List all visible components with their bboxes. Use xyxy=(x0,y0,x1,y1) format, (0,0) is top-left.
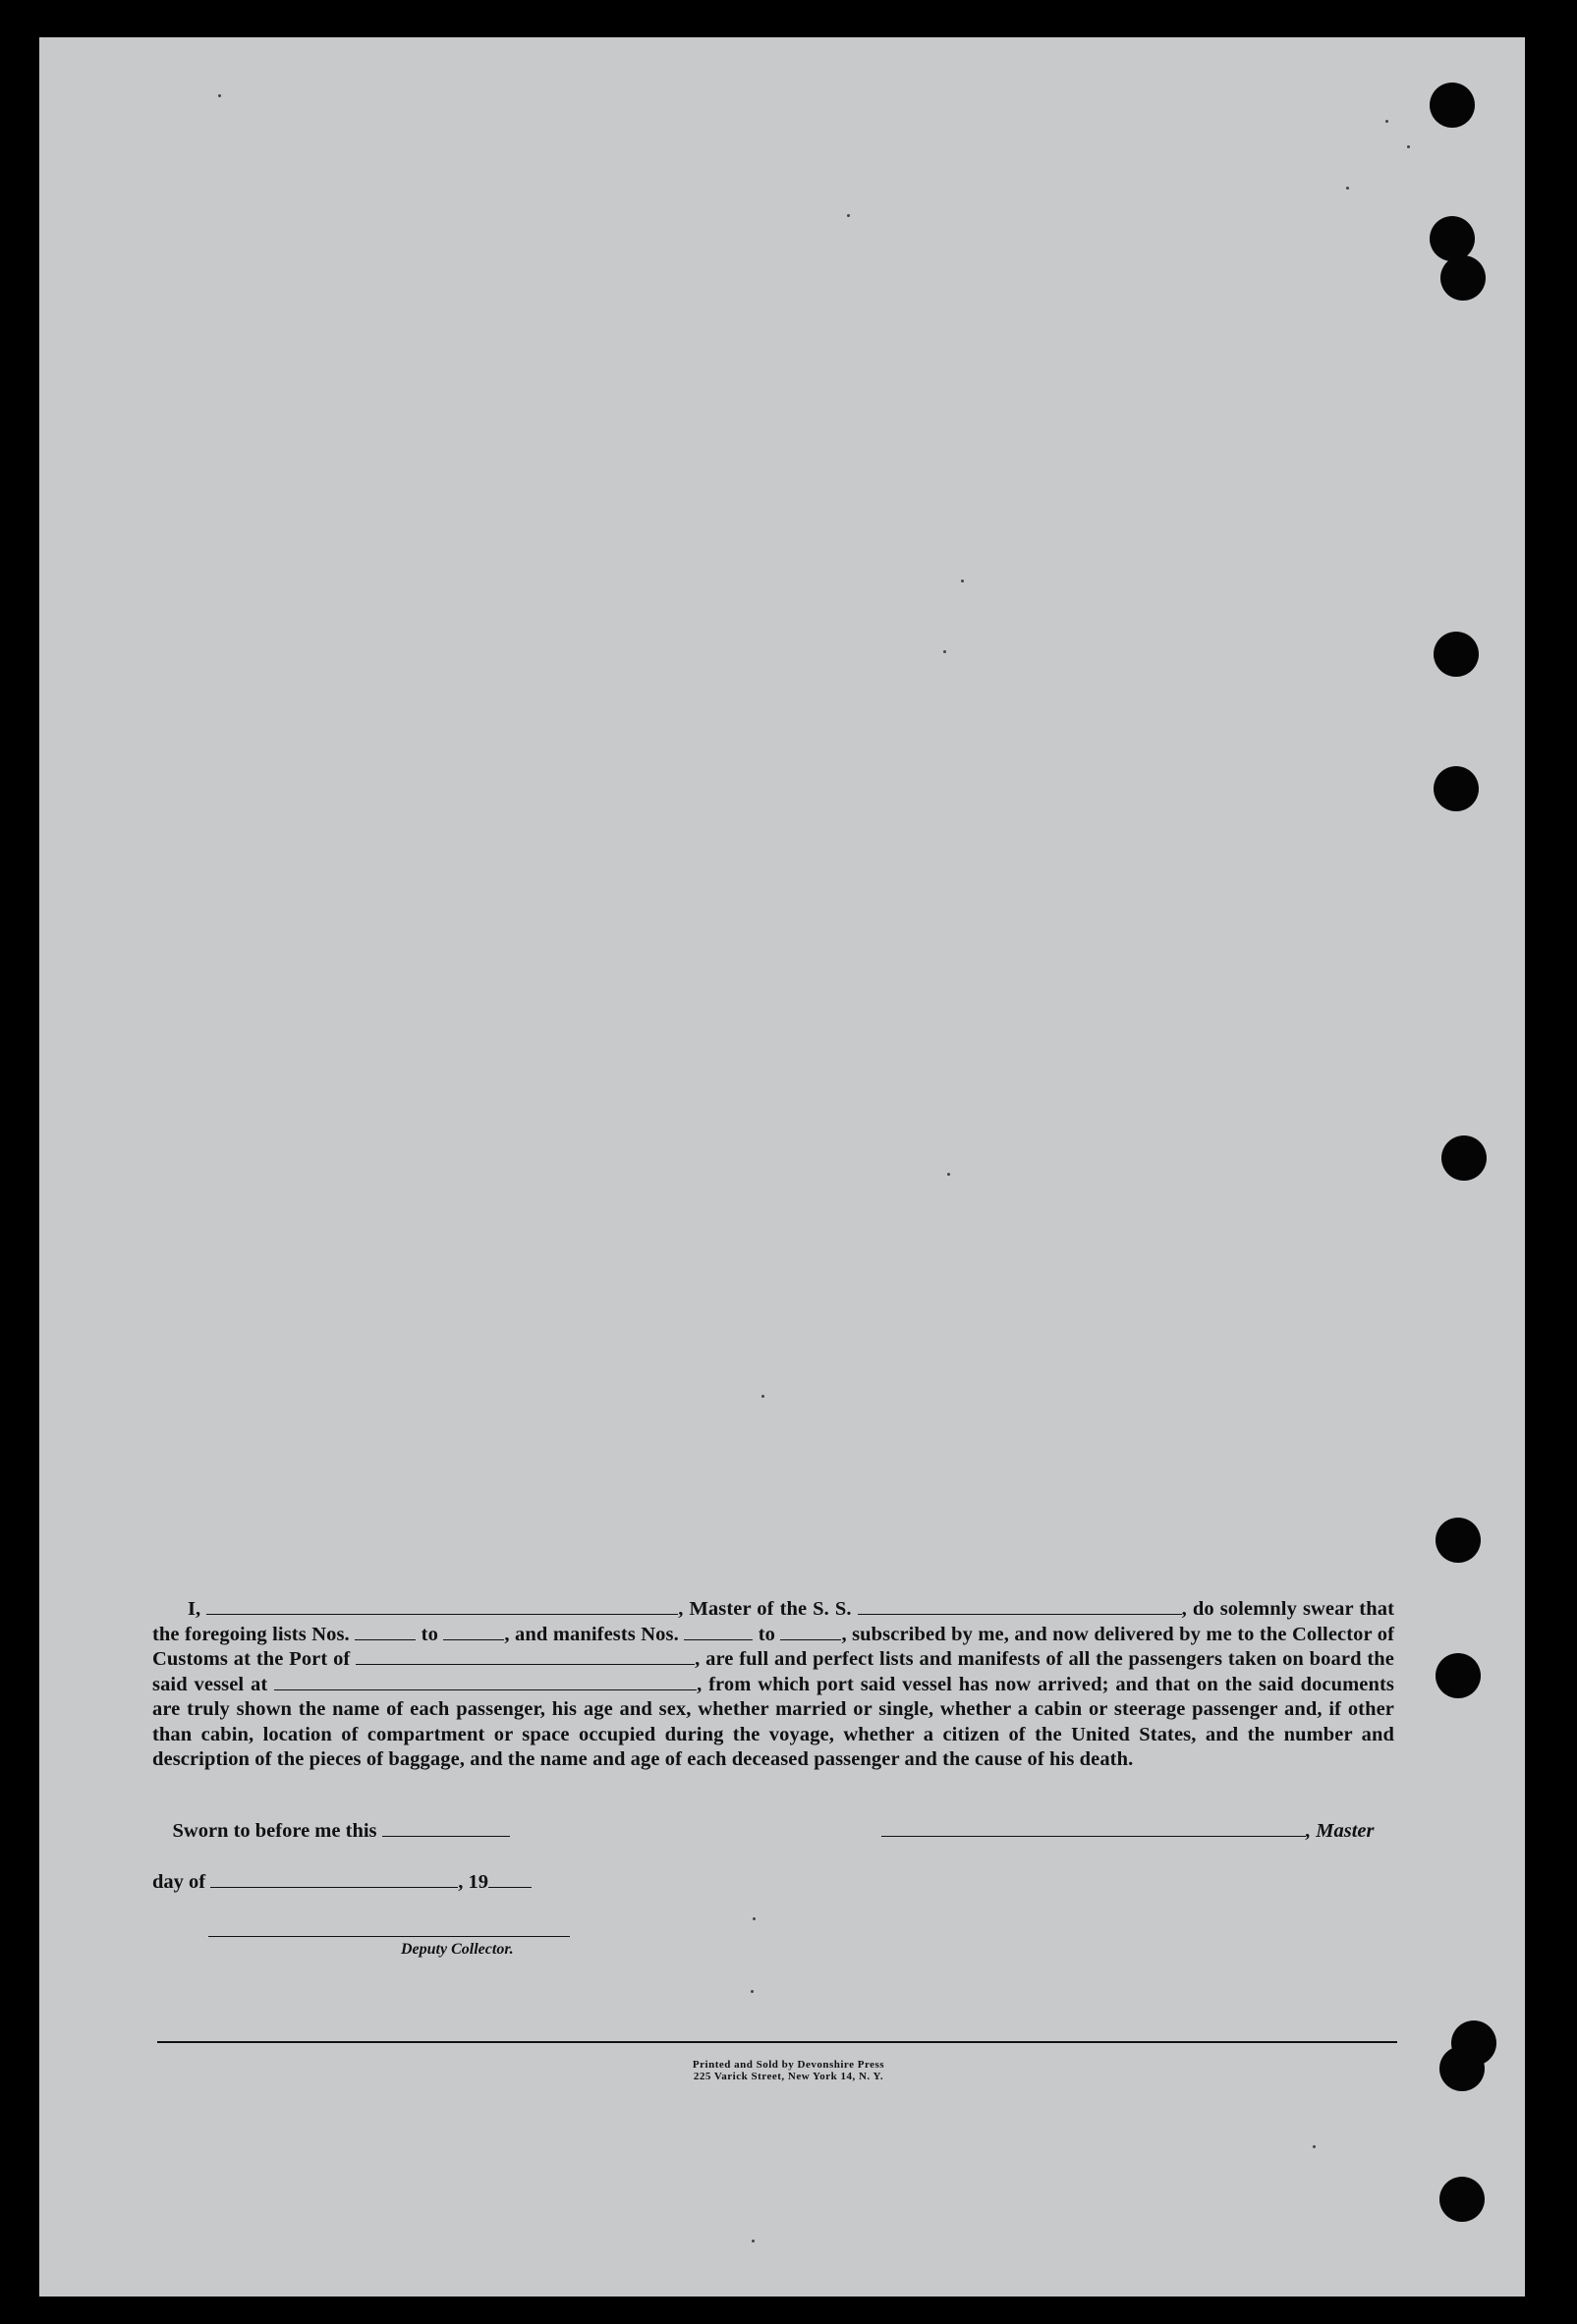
oath-to-1: to xyxy=(421,1623,438,1645)
master-label: , Master xyxy=(1306,1820,1375,1842)
speck xyxy=(961,580,964,582)
punch-hole xyxy=(1434,766,1479,811)
ship-name-blank[interactable] xyxy=(858,1600,1182,1615)
printer-imprint xyxy=(0,2059,1577,2082)
oath-and-manifests: , and manifests Nos. xyxy=(504,1623,679,1645)
punch-hole xyxy=(1430,83,1475,128)
month-blank[interactable] xyxy=(210,1873,458,1888)
deputy-collector-label: Deputy Collector. xyxy=(401,1941,514,1958)
oath-remainder: port said vessel has now arrived; and that on the said documents are truly shown the name of each passenger, his age and sex, whether married or single, whether a cabin or steerage passenger and, if other than cabin, location of compartment or space occupied during the voyage, whether a citizen of the United States, and the number and description of the pieces of baggage, and the name and age of each deceased passenger and the cause of his death. xyxy=(152,1673,1395,1770)
oath-i: I, xyxy=(187,1598,201,1620)
printer-line-1: Printed and Sold by Devonshire Press xyxy=(692,2059,885,2071)
speck xyxy=(947,1173,950,1176)
speck xyxy=(753,1917,756,1920)
speck xyxy=(752,2240,755,2242)
document-page xyxy=(39,37,1525,2296)
punch-hole xyxy=(1440,255,1486,301)
manifest-from-blank[interactable] xyxy=(684,1626,753,1640)
list-from-blank[interactable] xyxy=(355,1626,416,1640)
speck xyxy=(847,214,850,217)
punch-hole xyxy=(1436,1518,1481,1563)
footer-rule xyxy=(157,2041,1397,2043)
day-of-label: day of xyxy=(152,1871,206,1893)
sworn-day-blank[interactable] xyxy=(382,1822,510,1837)
oath-delivered: delivered by me to the Collector of Customs at the Port of xyxy=(152,1623,1395,1670)
punch-hole xyxy=(1441,1135,1487,1181)
day-row xyxy=(152,1871,532,1894)
year-prefix: , 19 xyxy=(458,1871,488,1893)
speck xyxy=(1313,2145,1316,2148)
speck xyxy=(943,650,946,653)
speck xyxy=(761,1395,764,1398)
punch-hole xyxy=(1439,2177,1485,2222)
oath-subscribed: , subscribed by me, and now xyxy=(841,1623,1089,1645)
speck xyxy=(1346,187,1349,190)
speck xyxy=(1385,120,1388,123)
oath-to-2: to xyxy=(758,1623,775,1645)
oath-manifests-all: manifests of all the passengers taken on board the said vessel at xyxy=(152,1648,1394,1695)
deputy-signature-line[interactable] xyxy=(208,1936,570,1937)
speck xyxy=(751,1990,754,1993)
master-signature-blank[interactable] xyxy=(881,1822,1306,1837)
punch-hole xyxy=(1436,1653,1481,1698)
oath-from-which: , from which xyxy=(697,1673,811,1695)
vessel-port-blank[interactable] xyxy=(274,1676,697,1690)
sworn-label: Sworn to before me this xyxy=(172,1820,377,1842)
master-name-blank[interactable] xyxy=(206,1600,678,1615)
list-to-blank[interactable] xyxy=(443,1626,504,1640)
oath-swear: swear that the foregoing lists Nos. xyxy=(152,1598,1395,1645)
punch-hole xyxy=(1430,216,1475,261)
manifest-to-blank[interactable] xyxy=(780,1626,841,1640)
oath-master-of: , Master of the S. S. xyxy=(678,1598,852,1620)
punch-hole xyxy=(1434,632,1479,677)
oath-solemnly: , do solemnly xyxy=(1181,1598,1297,1620)
speck xyxy=(218,94,221,97)
master-signature xyxy=(881,1820,1374,1843)
printer-line-2: 225 Varick Street, New York 14, N. Y. xyxy=(693,2071,884,2082)
speck xyxy=(1407,145,1410,148)
oath-paragraph xyxy=(152,1597,1394,1773)
oath-full-and-perfect: , are full and perfect lists and xyxy=(695,1648,952,1670)
port-blank[interactable] xyxy=(356,1650,695,1665)
year-blank[interactable] xyxy=(488,1873,532,1888)
